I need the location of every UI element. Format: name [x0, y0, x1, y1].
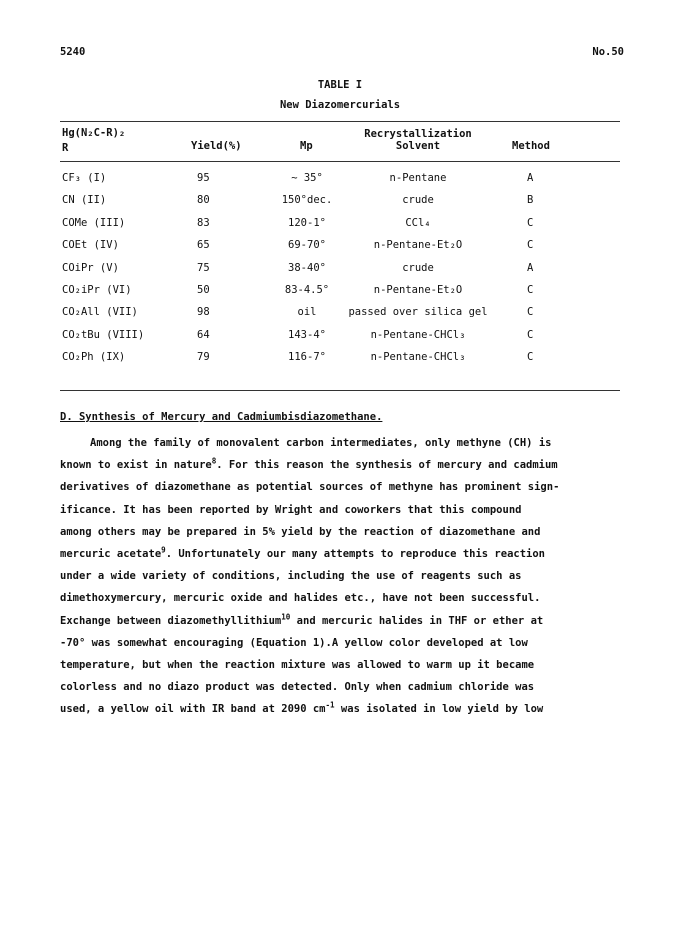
cell-mp: ~ 35°: [291, 172, 323, 184]
cell-method: C: [527, 284, 534, 296]
cell-mp: oil: [297, 306, 317, 319]
cell-method: C: [527, 351, 534, 364]
cell-method: A: [527, 172, 534, 184]
superscript: -1: [325, 700, 335, 710]
table-subtitle: New Diazomercurials: [279, 99, 401, 111]
cell-mp: 83-4.5°: [284, 284, 330, 296]
cell-yield: 64: [197, 328, 210, 341]
cell-r: CO₂tBu (VIII): [62, 328, 145, 341]
text-line: among others may be prepared in 5% yield by the reaction of diazomethane and: [60, 525, 541, 538]
col-header-r: R: [62, 142, 69, 154]
table-top-rule: [60, 121, 620, 122]
table-title: TABLE I: [317, 79, 363, 91]
cell-r: CO₂Ph (IX): [62, 351, 126, 364]
table-header-rule: [60, 161, 620, 162]
text-line: Exchange between diazomethyllithium$^{10}$ and mercuric halides in THF or ether at: [60, 612, 544, 627]
col-header-solvent: Solvent: [395, 140, 441, 152]
text-line: mercuric acetate$^9$. Unfortunately our many attempts to reproduce this reaction: [60, 545, 545, 561]
cell-yield: 65: [197, 239, 210, 252]
cell-solvent: passed over silica gel: [348, 306, 488, 319]
text-line: derivatives of diazomethane as potential sources of methyne has prominent sign-: [60, 481, 560, 494]
cell-method: C: [527, 216, 534, 229]
text-line: known to exist in nature$^8$. For this reason the synthesis of mercury and cadmium: [60, 456, 558, 472]
cell-yield: 79: [197, 351, 210, 364]
cell-yield: 50: [197, 284, 210, 296]
cell-mp: 38-40°: [288, 261, 326, 274]
cell-solvent: n-Pentane-Et₂O: [373, 284, 463, 296]
col-header-yield: Yield(%): [191, 140, 242, 152]
cell-mp: 69-70°: [288, 239, 326, 252]
cell-r: CN (II): [62, 194, 107, 207]
text-line: colorless and no diazo product was detected. Only when cadmium chloride was: [60, 681, 535, 694]
cell-solvent: CCl₄: [405, 216, 431, 229]
text-line: under a wide variety of conditions, including the use of reagents such as: [60, 570, 522, 583]
cell-mp: 150°dec.: [281, 194, 333, 207]
cell-yield: 80: [197, 194, 210, 207]
journal-reference: No.50: [592, 46, 624, 58]
cell-mp: 120-1°: [288, 216, 326, 229]
cell-yield: 95: [197, 172, 210, 184]
section-heading: D. Synthesis of Mercury and Cadmiumbisdiazomethane.: [60, 411, 383, 423]
cell-yield: 98: [197, 306, 210, 319]
table-bottom-rule: [60, 390, 620, 391]
cell-yield: 75: [197, 261, 210, 274]
col-header-method: Method: [512, 140, 550, 152]
cell-method: C: [527, 239, 534, 252]
text-line: ificance. It has been reported by Wright and coworkers that this compound: [60, 503, 522, 516]
text-line: -70° was somewhat encouraging (Equation 1).A yellow color developed at low: [60, 636, 528, 649]
col-header-recrystallization: Recrystallization: [364, 128, 472, 140]
cell-solvent: crude: [402, 194, 434, 207]
reference-marker: 9: [161, 545, 166, 555]
cell-solvent: n-Pentane: [389, 172, 447, 184]
cell-r: CO₂All (VII): [62, 306, 138, 319]
cell-mp: 116-7°: [288, 351, 326, 364]
text-line: used, a yellow oil with IR band at 2090 $cm^{-1}$ was isolated in low yield by low: [60, 700, 544, 716]
col-header-compound: Hg(N₂C-R)₂: [62, 127, 126, 139]
body-paragraph: [60, 432, 616, 721]
col-header-mp: Mp: [300, 140, 313, 152]
reference-marker: 8: [211, 456, 217, 466]
cell-solvent: crude: [402, 261, 434, 274]
text-line: temperature, but when the reaction mixture was allowed to warm up it became: [60, 659, 535, 672]
cell-mp: 143-4°: [288, 328, 326, 341]
cell-r: COEt (IV): [62, 239, 119, 252]
cell-r: COMe (III): [62, 216, 126, 229]
cell-solvent: n-Pentane-CHCl₃: [370, 351, 466, 364]
text-line: Among the family of monovalent carbon intermediates, only methyne (CH) is: [90, 437, 552, 449]
cell-solvent: n-Pentane-CHCl₃: [370, 328, 466, 341]
cell-r: CO₂iPr (VI): [62, 284, 132, 296]
reference-marker: 10: [281, 612, 291, 622]
cell-method: C: [527, 328, 534, 341]
text-line: dimethoxymercury, mercuric oxide and halides etc., have not been successful.: [60, 592, 541, 605]
page-number: 5240: [60, 46, 86, 58]
cell-solvent: n-Pentane-Et₂O: [373, 239, 463, 252]
cell-r: COiPr (V): [62, 261, 119, 274]
cell-r: CF₃ (I): [62, 172, 107, 184]
cell-method: A: [527, 261, 534, 274]
cell-yield: 83: [197, 216, 210, 229]
cell-method: C: [527, 306, 534, 319]
cell-method: B: [527, 194, 534, 207]
